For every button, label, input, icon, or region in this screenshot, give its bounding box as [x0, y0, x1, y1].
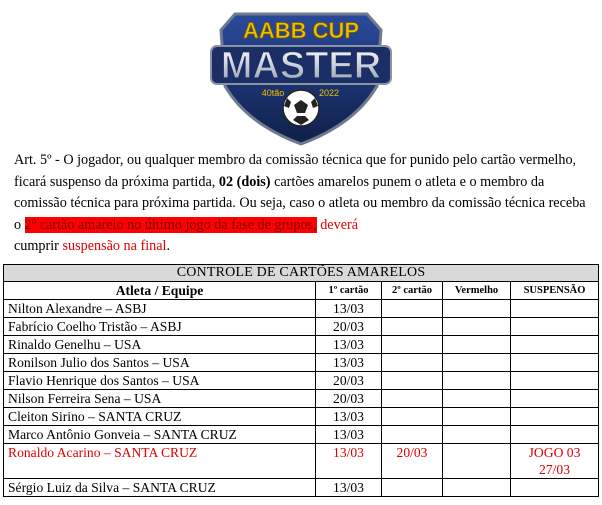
red-card-cell — [443, 408, 511, 426]
article-part2: cartões amarelos punem o atleta e o membro da comissão técnica para próxima partida. Ou seja, caso o atleta ou membro da comissão técnica receba o — [14, 173, 586, 233]
article-bold: 02 (dois) — [218, 173, 271, 190]
first-card-date: 20/03 — [316, 318, 382, 336]
athlete-name: Nilson Ferreira Sena – USA — [4, 390, 316, 408]
soccer-ball-icon — [283, 90, 319, 126]
article-5-text — [14, 150, 592, 258]
table-row — [4, 390, 599, 408]
second-card-date — [382, 354, 443, 372]
first-card-date: 13/03 — [316, 444, 382, 479]
article-part4: cumprir — [14, 238, 63, 254]
athlete-name: Nilton Alexandre – ASBJ — [4, 300, 316, 318]
suspension-cell — [511, 372, 599, 390]
red-card-cell — [443, 479, 511, 497]
red-card-cell — [443, 372, 511, 390]
article-part3-red: deverá — [316, 216, 359, 233]
table-row — [4, 426, 599, 444]
table-row — [4, 318, 599, 336]
first-card-date: 13/03 — [316, 479, 382, 497]
second-card-date — [382, 426, 443, 444]
suspension-cell — [511, 336, 599, 354]
athlete-name: Rinaldo Genelhu – USA — [4, 336, 316, 354]
athlete-name: Cleiton Sirino – SANTA CRUZ — [4, 408, 316, 426]
suspension-cell — [511, 426, 599, 444]
logo-right-tag: 2022 — [318, 88, 340, 98]
red-card-cell — [443, 426, 511, 444]
header-second-card: 2º cartão — [382, 282, 443, 300]
table-row — [4, 336, 599, 354]
article-red-end: suspensão na final — [62, 238, 167, 254]
suspension-game: JOGO 03 — [528, 445, 581, 460]
athlete-name: Fabrício Coelho Tristão – ASBJ — [4, 318, 316, 336]
table-row — [4, 408, 599, 426]
table-row — [4, 300, 599, 318]
red-card-cell — [443, 444, 511, 479]
suspension-cell — [511, 318, 599, 336]
table-row — [4, 479, 599, 497]
red-card-cell — [443, 300, 511, 318]
athlete-name: Marco Antônio Gonveia – SANTA CRUZ — [4, 426, 316, 444]
athlete-name: Ronaldo Acarino – SANTA CRUZ — [4, 444, 316, 479]
second-card-date — [382, 479, 443, 497]
second-card-date — [382, 336, 443, 354]
article-period: . — [166, 238, 171, 254]
logo-line1: AABB CUP — [242, 18, 360, 43]
aabb-cup-master-logo — [205, 6, 397, 146]
article-part1: Art. 5º - O jogador, ou qualquer membro da comissão técnica que for punido pelo cartão vermelho, ficará suspenso da próxima partida, — [14, 152, 577, 190]
red-card-cell — [443, 354, 511, 372]
suspension-date: 27/03 — [539, 462, 570, 477]
second-card-date — [382, 318, 443, 336]
suspension-cell — [511, 479, 599, 497]
first-card-date: 13/03 — [316, 408, 382, 426]
second-card-date: 20/03 — [382, 444, 443, 479]
suspension-cell — [511, 390, 599, 408]
first-card-date: 20/03 — [316, 372, 382, 390]
second-card-date — [382, 408, 443, 426]
table-row-suspended — [4, 444, 599, 479]
suspension-cell — [511, 300, 599, 318]
suspension-cell — [511, 444, 599, 479]
first-card-date: 13/03 — [316, 354, 382, 372]
header-red-card: Vermelho — [443, 282, 511, 300]
article-highlight: 2º cartão amarelo no último jogo da fase de grupos, — [24, 216, 317, 233]
table-row — [4, 372, 599, 390]
table-title: CONTROLE DE CARTÕES AMARELOS — [4, 265, 599, 282]
second-card-date — [382, 390, 443, 408]
red-card-cell — [443, 336, 511, 354]
red-card-cell — [443, 390, 511, 408]
logo-left-tag: 40tão — [261, 88, 285, 98]
athlete-name: Flavio Henrique dos Santos – USA — [4, 372, 316, 390]
first-card-date: 13/03 — [316, 336, 382, 354]
first-card-date: 13/03 — [316, 426, 382, 444]
header-suspension: SUSPENSÃO — [511, 282, 599, 300]
suspension-cell — [511, 354, 599, 372]
header-athlete: Atleta / Equipe — [4, 282, 316, 300]
table-row — [4, 354, 599, 372]
athlete-name: Sérgio Luiz da Silva – SANTA CRUZ — [4, 479, 316, 497]
yellow-card-control-table — [3, 264, 599, 497]
logo-line2: MASTER — [220, 45, 382, 87]
red-card-cell — [443, 318, 511, 336]
first-card-date: 13/03 — [316, 300, 382, 318]
suspension-cell — [511, 408, 599, 426]
second-card-date — [382, 300, 443, 318]
header-first-card: 1º cartão — [316, 282, 382, 300]
athlete-name: Ronilson Julio dos Santos – USA — [4, 354, 316, 372]
first-card-date: 20/03 — [316, 390, 382, 408]
second-card-date — [382, 372, 443, 390]
